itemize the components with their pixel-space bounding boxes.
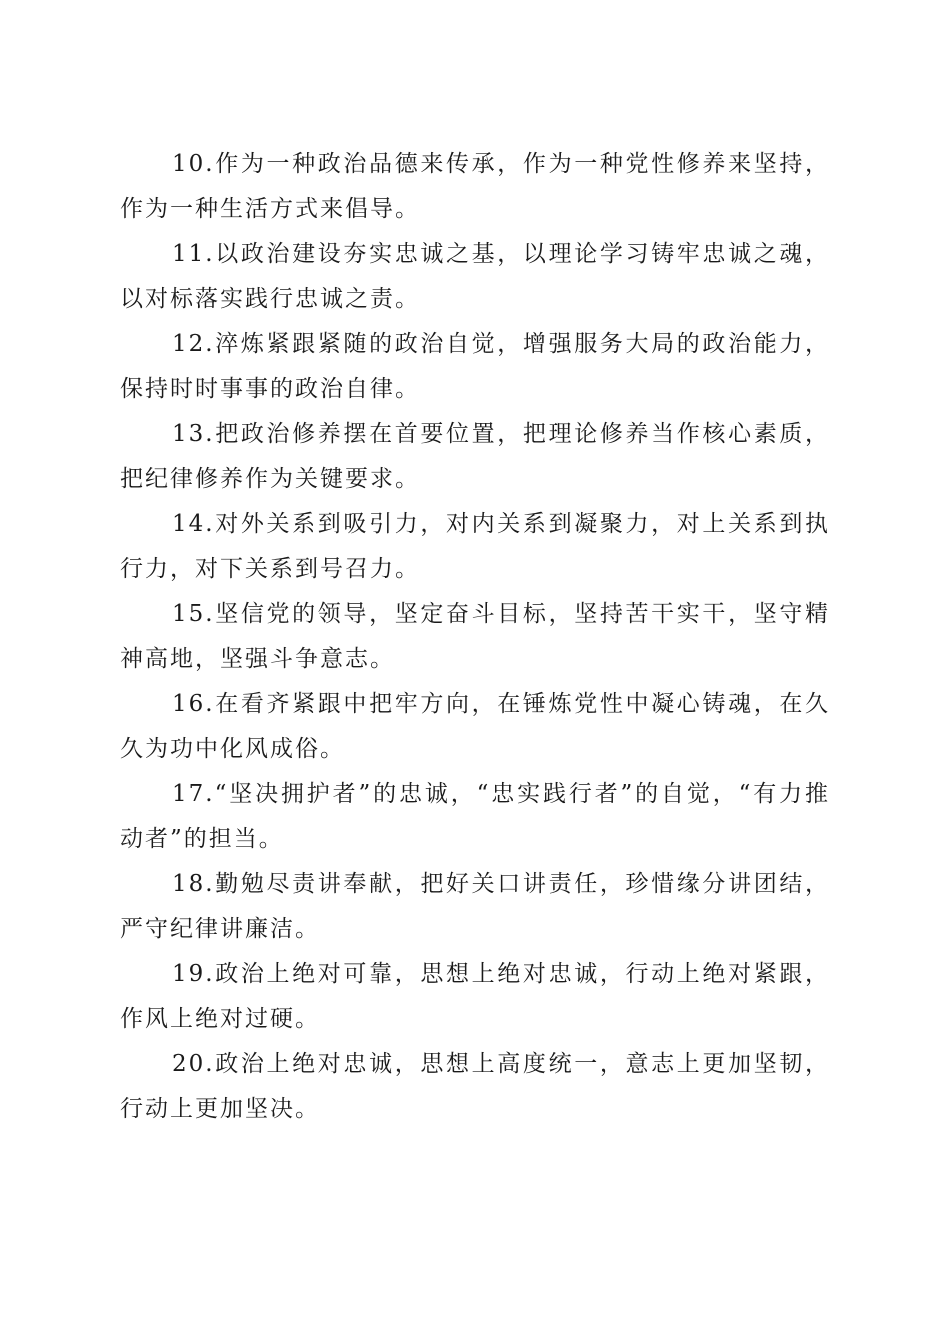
paragraph-15: 15.坚信党的领导，坚定奋斗目标，坚持苦干实干，坚守精神高地，坚强斗争意志。	[120, 601, 830, 672]
paragraph-19: 19.政治上绝对可靠，思想上绝对忠诚，行动上绝对紧跟，作风上绝对过硬。	[120, 961, 830, 1032]
paragraph-10: 10.作为一种政治品德来传承，作为一种党性修养来坚持，作为一种生活方式来倡导。	[120, 151, 830, 222]
document-body	[120, 142, 830, 1132]
paragraph-12: 12.淬炼紧跟紧随的政治自觉，增强服务大局的政治能力，保持时时事事的政治自律。	[120, 331, 830, 402]
paragraph-13: 13.把政治修养摆在首要位置，把理论修养当作核心素质，把纪律修养作为关键要求。	[120, 421, 830, 492]
paragraph-17: 17.“坚决拥护者”的忠诚，“忠实践行者”的自觉，“有力推动者”的担当。	[120, 781, 830, 852]
paragraph-14: 14.对外关系到吸引力，对内关系到凝聚力，对上关系到执行力，对下关系到号召力。	[120, 511, 830, 582]
paragraph-20: 20.政治上绝对忠诚，思想上高度统一，意志上更加坚韧，行动上更加坚决。	[120, 1051, 830, 1122]
paragraph-11: 11.以政治建设夯实忠诚之基，以理论学习铸牢忠诚之魂，以对标落实践行忠诚之责。	[120, 241, 830, 312]
paragraph-18: 18.勤勉尽责讲奉献，把好关口讲责任，珍惜缘分讲团结，严守纪律讲廉洁。	[120, 871, 830, 942]
paragraph-16: 16.在看齐紧跟中把牢方向，在锤炼党性中凝心铸魂，在久久为功中化风成俗。	[120, 691, 830, 762]
